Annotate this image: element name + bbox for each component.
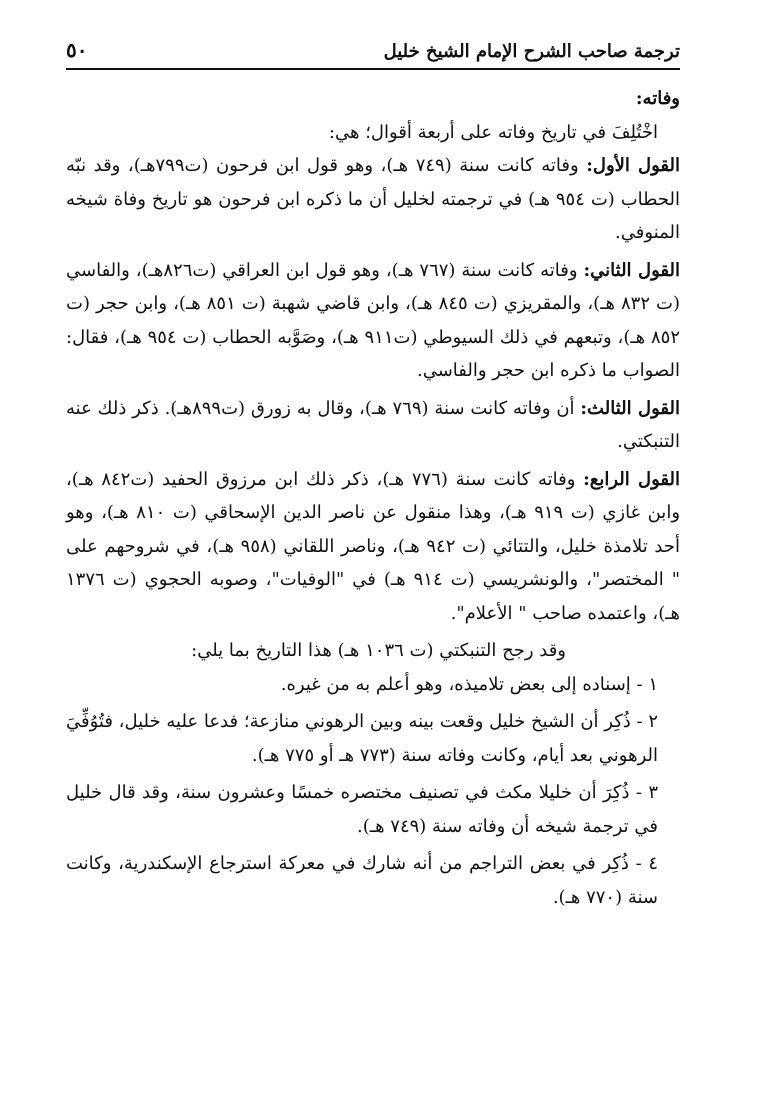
opinion-3	[66, 392, 680, 459]
opinion-1-text: وفاته كانت سنة (٧٤٩ هـ)، وهو قول ابن فرحون (ت٧٩٩هـ)، وقد نبّه الحطاب (ت ٩٥٤ هـ) في ترجمته لخليل أن ما ذكره ابن فرحون هو تاريخ وفاة شيخه المنوفي.	[66, 155, 681, 243]
reason-3: ٣ - ذُكِرَ أن خليلا مكث في تصنيف مختصره خمسًا وعشرون سنة، وقد قال خليل في ترجمة شيخه أن وفاته سنة (٧٤٩ هـ).	[66, 782, 658, 837]
page-body	[66, 82, 680, 914]
page-header	[66, 30, 680, 70]
opinion-2-label: القول الثاني:	[583, 259, 680, 281]
section-heading: وفاته:	[635, 88, 680, 109]
opinion-4-label: القول الرابع:	[583, 468, 681, 490]
running-title: ترجمة صاحب الشرح الإمام الشيخ خليل	[383, 41, 680, 62]
reason-4: ٤ - ذُكِر في بعض التراجم من أنه شارك في معركة استرجاع الإسكندرية، وكانت سنة (٧٧٠ هـ).	[66, 853, 658, 908]
reason-2: ٢ - ذُكِر أن الشيخ خليل وقعت بينه وبين الرهوني منازعة؛ فدعا عليه خليل، فتُوُفِّيَ الرهوني بعد أيام، وكانت وفاته سنة (٧٧٣ هـ أو ٧٧٥ هـ).	[66, 711, 658, 766]
page-number: ٥٠	[66, 38, 88, 62]
intro-paragraph: اخْتُلِفَ في تاريخ وفاته على أربعة أقوال؛ هي:	[328, 121, 658, 143]
opinion-3-text: أن وفاته كانت سنة (٧٦٩ هـ)، وقال به زورق (ت٨٩٩هـ). ذكر ذلك عنه التنبكتي.	[66, 397, 680, 452]
opinion-1	[66, 149, 680, 250]
opinion-3-label: القول الثالث:	[580, 397, 680, 419]
opinion-2	[66, 254, 680, 388]
tanbakti-paragraph: وقد رجح التنبكتي (ت ١٠٣٦ هـ) هذا التاريخ بما يلي:	[191, 640, 566, 661]
opinion-2-text: وفاته كانت سنة (٧٦٧ هـ)، وهو قول ابن العراقي (ت٨٢٦هـ)، والفاسي (ت ٨٣٢ هـ)، والمقريزي (ت ٨٤٥ هـ)، وابن قاضي شهبة (ت ٨٥١ هـ)، وابن حجر (ت ٨٥٢ هـ)، وتبعهم في ذلك السيوطي (ت٩١١ هـ)، وصَوَّبه الحطاب (ت ٩٥٤ هـ)، فقال: الصواب ما ذكره ابن حجر والفاسي.	[66, 259, 680, 381]
opinion-4-text: وفاته كانت سنة (٧٧٦ هـ)، ذكر ذلك ابن مرزوق الحفيد (ت٨٤٢ هـ)، وابن غازي (ت ٩١٩ هـ)، وهذا منقول عن ناصر الدين الإسحاقي (ت ٨١٠ هـ)، وهو أحد تلامذة خليل، والتتائي (ت ٩٤٢ هـ)، وناصر اللقاني (٩٥٨ هـ)، في شروحهم على " المختصر"، والونشريسي (ت ٩١٤ هـ) في "الوفيات"، وصوبه الحجوي (ت ١٣٧٦ هـ)، واعتمده صاحب " الأعلام".	[66, 468, 681, 624]
opinion-1-label: القول الأول:	[586, 155, 680, 176]
reason-1: ١ - إسناده إلى بعض تلاميذه، وهو أعلم به من غيره.	[280, 673, 658, 695]
opinion-4	[66, 463, 680, 631]
